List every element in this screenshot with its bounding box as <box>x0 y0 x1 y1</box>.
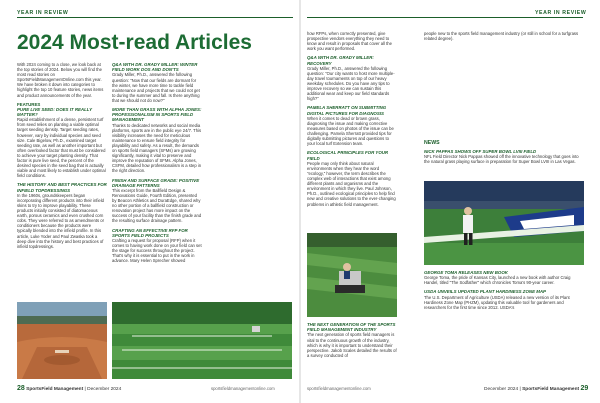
article-body-next-gen-continued: people new to the sports field management industry (or still in school for a turfgrass related degree). <box>424 31 579 42</box>
news-body-super-bowl: NFL Field Director Nick Pappas showed off the innovative technology that goes into the natural grass playing surface in preparation for Super Bowl LVIII in Las Vegas. <box>424 154 579 165</box>
news-head-george-toma[interactable]: GEORGE TOMA RELEASES NEW BOOK <box>424 270 508 275</box>
football-field-photo <box>112 302 292 379</box>
article-head-next-gen[interactable]: THE NEXT GENERATION OF THE SPORTS FIELD MANAGEMENT INDUSTRY <box>307 322 396 333</box>
page-title: 2024 Most-read Articles <box>17 31 252 54</box>
article-body-winter-field: Grady Miller, Ph.D., answered the following question: "Now that our fields are dormant for the winter, we have more time to tackle field maintenance and projects that we could not get to during the summer and fall. Is there anything that we should not do now?" <box>112 72 200 103</box>
footer-publication-right: SportsField Management <box>522 387 580 392</box>
article-head-pamela[interactable]: PAMELA SHERRATT ON SUBMITTING DIGITAL PICTURES FOR DIAGNOSIS <box>307 105 387 116</box>
article-body-next-gen: The next generation of sports field managers is vital to the continuous growth of the industry, which is why it is important to understand their perspective. Jakob Scales detailed the results of a survey conducted of <box>307 332 397 358</box>
section-label-right: YEAR IN REVIEW <box>535 10 587 16</box>
stadium-photo <box>424 181 584 265</box>
article-body-recovery: Grady Miller, Ph.D., answered the following question: "Our city wants to host more multiple-day travel tournaments on top of our heavy weekday schedules. Do you have any tips to improve recovery so we can sustain this additional wear and keep our field standards high?" <box>307 65 395 102</box>
football-field-graphic <box>112 302 292 379</box>
intro-paragraph: With 2024 coming to a close, we look back at the top stories of 2024. Below you will find the most read stories on SportsFieldManagementOnline.com this year. We have broken it down into categories to highlight the top 10 feature stories, news items and product announcements of the year. <box>17 62 104 98</box>
article-head-rfp[interactable]: CRAFTING AN EFFECTIVE RFP FOR SPORTS FIELD PROJECTS <box>112 227 188 238</box>
article-head-alpha-jones[interactable]: MORE THAN GRASS WITH ALPHA JONES: PROFESSIONALISM IN SPORTS FIELD MANAGEMENT <box>112 106 202 123</box>
footer-left: 28 SportsField Management | December 2024 <box>17 385 122 392</box>
article-head-ecological[interactable]: ECOLOGICAL PRINCIPLES FOR YOUR FIELD <box>307 150 389 161</box>
infield-photo <box>17 302 107 379</box>
article-head-winter-field[interactable]: Q&A WITH DR. GRADY MILLER: WINTER FIELD WORK DOS AND DON'TS <box>112 62 198 73</box>
footer-date-left: December 2024 <box>87 387 122 392</box>
features-label: FEATURES <box>17 101 41 107</box>
news-body-usda: The U.S. Department of Agriculture (USDA) released a new version of its Plant Hardiness Zone Map (PHZM), updating this valuable tool for gardeners and researchers for the first time since 2012. USDA's <box>424 294 570 310</box>
footer-publication-left: SportsField Management <box>26 387 84 392</box>
article-body-rfp: Crafting a request for proposal (RFP) when it comes to having work done on your field can set the stage for success throughout the project. That's why it is essential to put in the work in advance. Mary Helen Sprecher showed <box>112 237 202 264</box>
article-body-pamela: When it comes to dead or brown grass, diagnosing the issue and making corrective measures based on photos of the issue can be challenging. Pamela Sherratt provided tips for digitally submitting pictures and questions to your local turf Extension team. <box>307 115 394 147</box>
article-body-alpha-jones: Thanks to dedicated networks and social media platforms, sports are in the public eye 24/7. This visibility increases the need for meticulous maintenance to ensure field integrity for playability and safety. As a result, the demands on sports field managers (SFMs) are growing significantly, making it vital to preserve and improve the reputation of SFMs. Alpha Jones, CSFM, detailed how professionalism is a step in the right direction. <box>112 122 202 174</box>
article-body-pure-live-seed: Rapid establishment of a dense, persistent turf from seed relies on planting a viable optimal target seeding density. Target seeding rates, however, vary by individual species and seed size. Cale Bigelow, Ph.D., examined target seeding rate, as well as another important but often overlooked factor that must be considered to achieve your target planting density. That factor is pure live seed, the percent of the desired species in the seed bag that is actually viable and most likely to establish under optimal field conditions. <box>17 117 106 179</box>
column-2 <box>112 62 202 267</box>
column-3 <box>307 31 397 211</box>
news-section <box>424 141 584 168</box>
column-3-lower <box>307 322 397 362</box>
page-number-left: 28 <box>17 385 25 392</box>
mowing-photo-graphic <box>307 233 397 317</box>
infield-photo-graphic <box>17 302 107 379</box>
article-head-pure-live-seed[interactable]: PURE LIVE SEED: DOES IT REALLY MATTER? <box>17 106 92 118</box>
news-section-lower <box>424 270 584 314</box>
footer-url-left[interactable]: sportsfieldmanagementonline.com <box>211 386 275 391</box>
news-label: NEWS <box>424 140 440 146</box>
page-number-right: 29 <box>580 385 589 392</box>
footer-right: December 2024 | SportsField Management 29 <box>484 385 589 392</box>
mowing-photo <box>307 233 397 317</box>
stadium-photo-graphic <box>424 181 584 265</box>
article-head-drainage[interactable]: FINISH AND SURFACE GRADE: POSITIVE DRAINAGE PATTERNS <box>112 177 200 188</box>
header-rule-right <box>307 17 583 18</box>
news-head-usda[interactable]: USDA UNVEILS UPDATED PLANT HARDINESS ZONE MAP <box>424 289 546 295</box>
article-body-history: In the 1960s, groundskeepers began incorporating different products into their infield skins to try to improve playability. These products initially consisted of diatomaceous earth, porous ceramics and even crushed corn cobs. They were referred to as amendments or conditioners because the products were typically blended into the infield profile. In this article, Luke Yoder and Paul Zwaska took a deep dive into the history and best practices of infield topdressings. <box>17 192 104 249</box>
article-body-drainage: This excerpt from the Ballfield Design & Renovations Guide, Fourth Edition, presented by Beacon Athletics and DuraEdge, shared why no other portion of a ballfield construction or renovation project has more impact on the success of your facility than the finish grade and the resulting surface drainage pattern. <box>112 187 202 224</box>
page-gutter <box>299 0 301 403</box>
news-head-super-bowl[interactable]: NICK PAPPAS SHOWS OFF SUPER BOWL LVIII FIELD <box>424 149 537 155</box>
footer-date-right: December 2024 <box>484 387 519 392</box>
column-1 <box>17 62 107 253</box>
article-body-rfp-continued: how RFPs, when correctly presented, give prospective vendors everything they need to know and result in proposals that cover all the work you want performed. <box>307 31 392 52</box>
section-label-left: YEAR IN REVIEW <box>17 10 69 16</box>
article-head-history[interactable]: THE HISTORY AND BEST PRACTICES FOR INFIELD TOPDRESSINGS <box>17 182 107 193</box>
footer-url-right[interactable]: sportsfieldmanagementonline.com <box>307 386 371 391</box>
article-head-recovery[interactable]: Q&A WITH DR. GRADY MILLER: RECOVERY <box>307 55 374 66</box>
header-rule-left <box>17 17 293 18</box>
news-body-george-toma: George Toma, the pride of Kansas City, launched a new book with author Craig Handel, titled "The Sodfather" which chronicles Toma's 90-year career. <box>424 275 571 286</box>
article-body-ecological: People may only think about natural environments when they hear the word "ecology," however, the term describes the complex web of interactions that exist among different plants and organisms and the environment in which they live. Paul Johnson, Ph.D., outlined ecological principles to help find new and creative solutions to the ever-changing problems in athletic field management. <box>307 160 396 207</box>
column-4 <box>424 31 584 45</box>
